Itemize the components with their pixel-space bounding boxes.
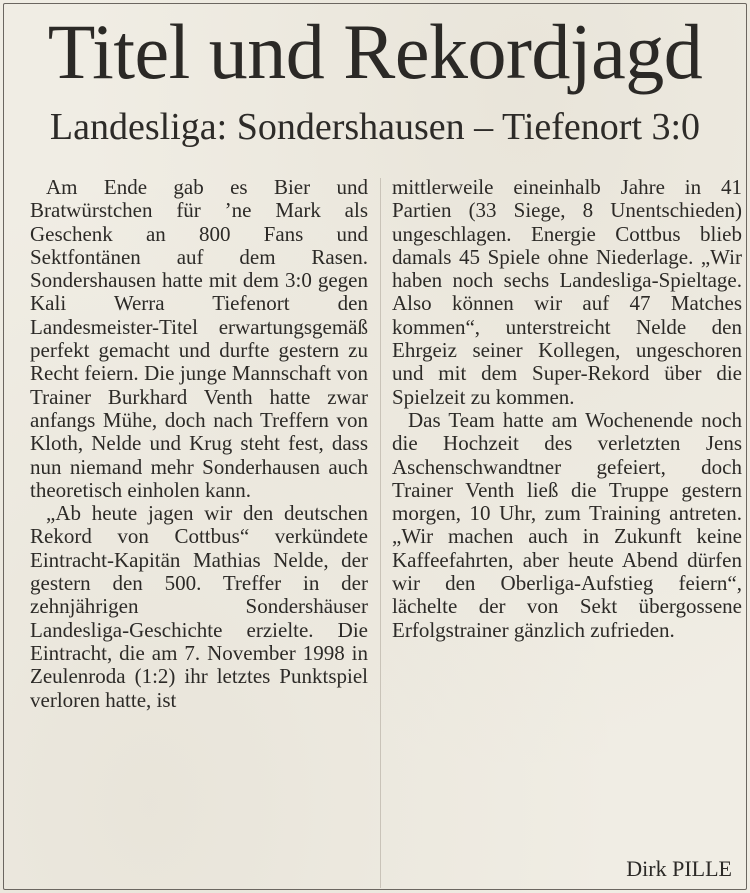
article-column-left: [30, 176, 368, 712]
article-column-right: [392, 176, 742, 642]
author-byline: Dirk PILLE: [626, 856, 732, 881]
paragraph: „Ab heute jagen wir den deutschen Rekord von Cottbus“ verkündete Eintracht-Kapitän Mathias Nelde, der gestern den 500. Treffer in der zehnjährigen Sondershäuser Landesliga-Geschichte erzielte. Die Eintracht, die am 7. November 1998 in Zeulenroda (1:2) ihr letztes Punktspiel verloren hatte, ist: [30, 501, 368, 712]
headline: Titel und Rekordjagd: [47, 8, 703, 95]
paragraph: Das Team hatte am Wochenende noch die Hochzeit des verletzten Jens Aschenschwandtner gefeiert, doch Trainer Venth ließ die Truppe gestern morgen, 10 Uhr, zum Training antreten. „Wir machen auch in Zukunft keine Kaffeefahrten, aber heute Abend dürfen wir den Oberliga-Aufstieg feiern“, lächelte der von Sekt übergossene Erfolgstrainer gänzlich zufrieden.: [392, 407, 742, 642]
subheadline: Landesliga: Sondershausen – Tiefenort 3:0: [49, 106, 701, 148]
paragraph: mittlerweile eineinhalb Jahre in 41 Partien (33 Siege, 8 Unentschieden) ungeschlagen. Energie Cottbus blieb damals 45 Spiele ohne Niederlage. „Wir haben noch sechs Landesliga-Spieltage. Also können wir auf 47 Matches kommen“, unterstreicht Nelde den Ehrgeiz seiner Kollegen, ungeschoren und mit dem Super-Rekord über die Spielzeit zu kommen.: [392, 175, 742, 409]
column-divider: [380, 178, 381, 888]
paragraph: Am Ende gab es Bier und Bratwürstchen für ’ne Mark als Geschenk an 800 Fans und Sektfontänen auf dem Rasen. Sondershausen hatte mit dem 3:0 gegen Kali Werra Tiefenort den Landesmeister-Titel erwartungsgemäß perfekt gemacht und durfte gestern zu Recht feiern. Die junge Mannschaft von Trainer Burkhard Venth hatte zwar anfangs Mühe, doch nach Treffern von Kloth, Nelde und Krug steht fest, dass nun niemand mehr Sonderhausen auch theoretisch einholen kann.: [30, 175, 368, 502]
